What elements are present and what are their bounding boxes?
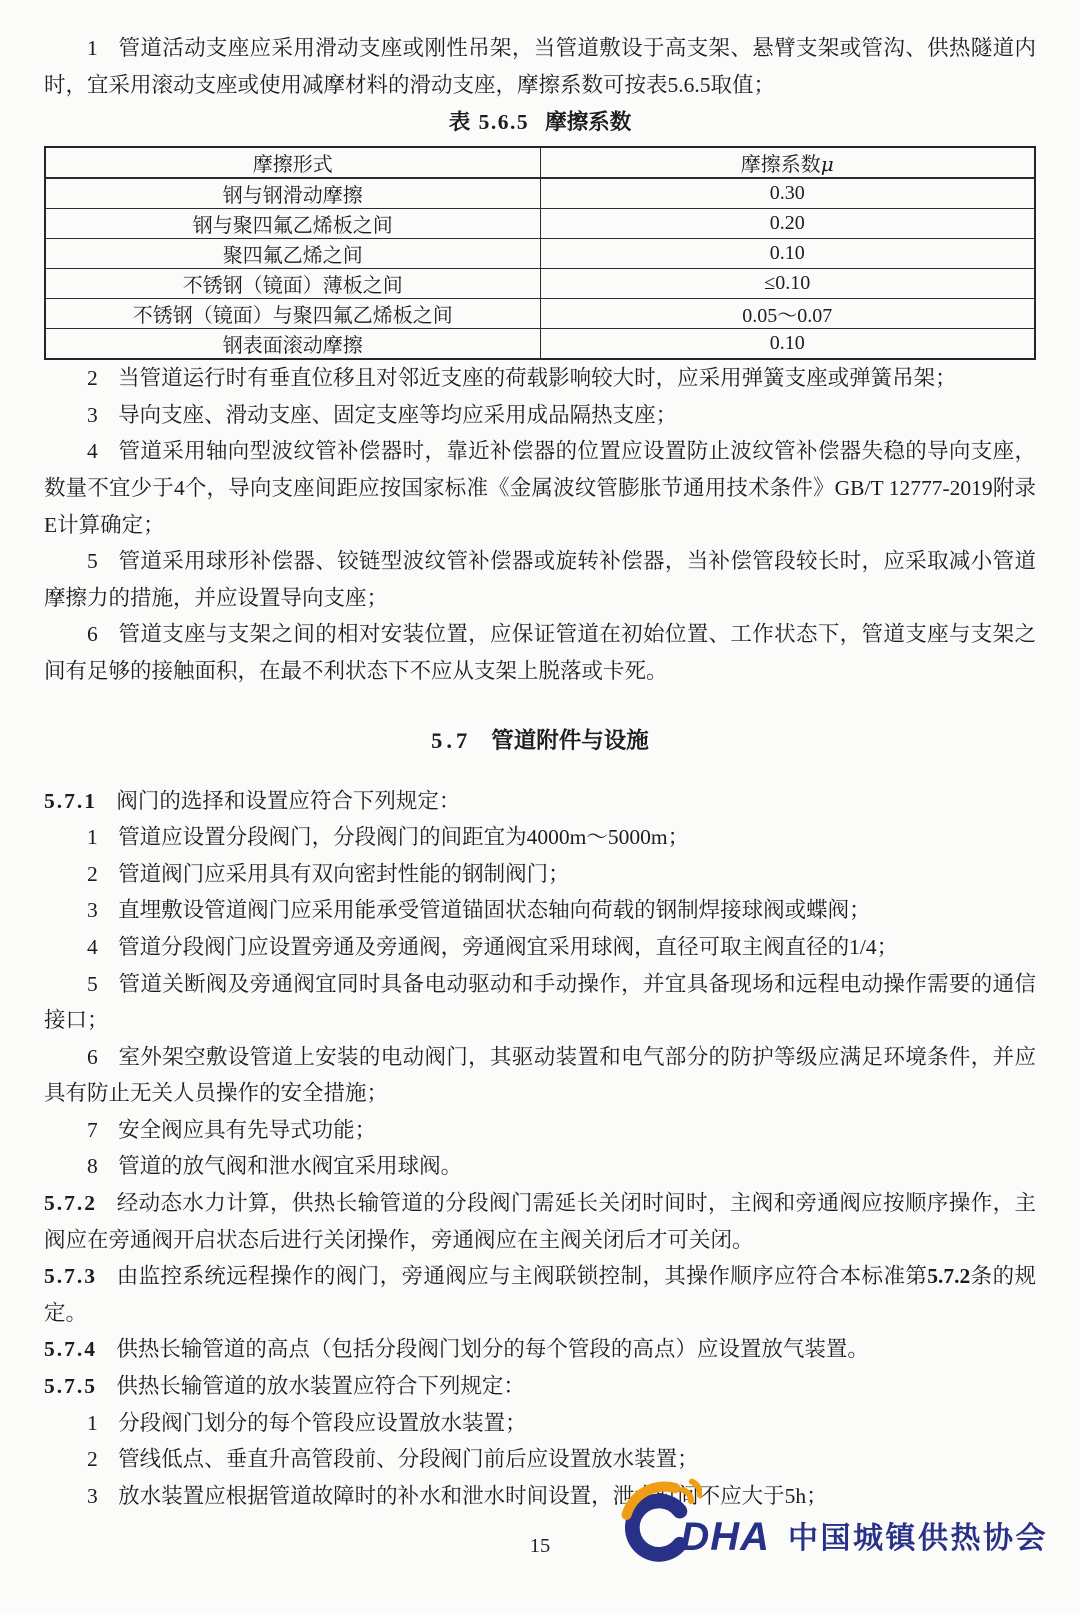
section-heading [44,724,1036,757]
cdha-logo [610,1478,1048,1570]
clause-paragraph [44,783,1036,820]
clause-number: 5.7.3 [44,1264,97,1289]
clause-text: 经动态水力计算，供热长输管道的分段阀门需延长关闭时间时，主阀和旁通阀应按顺序操作，主阀应在旁通阀开启状态后进行关闭操作，旁通阀应在主阀关闭后才可关闭。 [44,1191,1036,1252]
body-paragraph [44,397,1036,434]
item-number: 3 [87,402,98,427]
table-caption-title: 摩擦系数 [545,110,632,135]
item-number: 1 [87,825,98,850]
body-paragraph [44,1112,1036,1149]
item-text: 安全阀应具有先导式功能； [118,1117,377,1142]
cell-form: 聚四氟乙烯之间 [45,239,540,269]
item-text: 管道活动支座应采用滑动支座或刚性吊架，当管道敷设于高支架、悬臂支架或管沟、供热隧道内时，宜采用滚动支座或使用减摩材料的滑动支座，摩擦系数可按表5.6.5取值； [44,36,1036,97]
cell-value: 0.10 [540,239,1035,269]
cell-form: 不锈钢（镜面）薄板之间 [45,269,540,299]
clause-cross-reference: 5.7.2 [927,1264,971,1289]
item-text: 管道采用轴向型波纹管补偿器时，靠近补偿器的位置应设置防止波纹管补偿器失稳的导向支座，数量不宜少于4个，导向支座间距应按国家标准《金属波纹管膨胀节通用技术条件》GB/T 12777-2019附录E计算确定； [44,439,1036,537]
cell-form: 钢与钢滑动摩擦 [45,178,540,209]
table-row [45,299,1035,329]
clause-number: 5.7.5 [44,1374,97,1399]
item-text: 管线低点、垂直升高管段前、分段阀门前后应设置放水装置； [118,1447,699,1472]
table-row [45,178,1035,209]
header-friction-value: 摩擦系数μ [540,147,1035,178]
logo-acronym: DHA [680,1514,770,1559]
cell-value: ≤0.10 [540,269,1035,299]
cell-value: 0.20 [540,209,1035,239]
item-number: 6 [87,1044,98,1069]
logo-org-name: 中国城镇供热协会 [788,1522,1048,1555]
body-paragraph [44,616,1036,689]
item-number: 5 [87,549,98,574]
body-paragraph [44,1039,1036,1112]
item-number: 4 [87,439,98,464]
body-paragraph [44,543,1036,616]
cell-value: 0.30 [540,178,1035,209]
item-text: 放水装置应根据管道故障时的补水和泄水时间设置，泄水时间不应大于5h； [118,1483,828,1508]
clause-text: 条的规定。 [44,1264,1036,1325]
body-paragraph [44,966,1036,1039]
item-number: 7 [87,1117,98,1142]
clause-paragraph [44,1185,1036,1258]
body-paragraph [44,1148,1036,1185]
body-paragraph [44,856,1036,893]
item-number: 4 [87,934,98,959]
item-number: 3 [87,1483,98,1508]
table-row [45,329,1035,360]
table-caption-label: 表 5.6.5 [448,110,530,135]
item-text: 导向支座、滑动支座、固定支座等均应采用成品隔热支座； [118,402,678,427]
body-paragraph [44,360,1036,397]
table-row [45,209,1035,239]
item-text: 直埋敷设管道阀门应采用能承受管道锚固状态轴向荷载的钢制焊接球阀或蝶阀； [118,898,871,923]
item-number: 5 [87,971,98,996]
clause-number: 5.7.4 [44,1337,97,1362]
item-text: 管道采用球形补偿器、铰链型波纹管补偿器或旋转补偿器，当补偿管段较长时，应采取减小管道摩擦力的措施，并应设置导向支座； [44,549,1036,610]
cell-form: 钢与聚四氟乙烯板之间 [45,209,540,239]
page-number: 15 [529,1535,551,1557]
item-number: 6 [87,622,98,647]
body-paragraph [44,1405,1036,1442]
header-friction-form: 摩擦形式 [45,147,540,178]
clause-number: 5.7.2 [44,1191,97,1216]
body-paragraph [44,1441,1036,1478]
clause-text: 供热长输管道的放水装置应符合下列规定： [116,1374,525,1399]
section-number: 5.7 [431,727,472,753]
item-number: 2 [87,366,98,391]
cell-form: 钢表面滚动摩擦 [45,329,540,360]
item-number: 1 [87,1410,98,1435]
friction-table [44,146,1036,360]
mu-symbol: μ [820,152,834,177]
item-number: 8 [87,1154,98,1179]
clause-text: 由监控系统远程操作的阀门，旁通阀应与主阀联锁控制，其操作顺序应符合本标准第 [116,1264,928,1289]
clause-text: 阀门的选择和设置应符合下列规定： [116,788,461,813]
item-number: 3 [87,898,98,923]
item-number: 1 [87,36,98,60]
item-text: 当管道运行时有垂直位移且对邻近支座的荷载影响较大时，应采用弹簧支座或弹簧吊架； [118,366,957,391]
table-header-row [45,147,1035,178]
item-text: 管道关断阀及旁通阀宜同时具备电动驱动和手动操作，并宜具备现场和远程电动操作需要的通信接口； [44,971,1036,1033]
item-text: 管道支座与支架之间的相对安装位置，应保证管道在初始位置、工作状态下，管道支座与支架之间有足够的接触面积，在最不利状态下不应从支架上脱落或卡死。 [44,622,1036,683]
cell-form: 不锈钢（镜面）与聚四氟乙烯板之间 [45,299,540,329]
item-text: 管道的放气阀和泄水阀宜采用球阀。 [118,1154,463,1179]
body-paragraph [44,929,1036,966]
body-paragraph [44,892,1036,929]
item-text: 管道应设置分段阀门，分段阀门的间距宜为4000m～5000m； [118,825,690,850]
item-text: 管道分段阀门应设置旁通及旁通阀，旁通阀宜采用球阀，直径可取主阀直径的1/4； [118,934,899,959]
cell-value: 0.05～0.07 [540,299,1035,329]
item-number: 2 [87,861,98,886]
body-paragraph [44,819,1036,856]
item-text: 管道阀门应采用具有双向密封性能的钢制阀门； [118,861,570,886]
clause-paragraph [44,1368,1036,1405]
body-paragraph [44,30,1036,103]
item-number: 2 [87,1447,98,1472]
cell-value: 0.10 [540,329,1035,360]
item-text: 室外架空敷设管道上安装的电动阀门，其驱动装置和电气部分的防护等级应满足环境条件，并应具有防止无关人员操作的安全措施； [44,1044,1036,1106]
table-row [45,269,1035,299]
clause-number: 5.7.1 [44,788,97,813]
clause-text: 供热长输管道的高点（包括分段阀门划分的每个管段的高点）应设置放气装置。 [116,1337,869,1362]
item-text: 分段阀门划分的每个管段应设置放水装置； [118,1410,527,1435]
clause-paragraph [44,1258,1036,1331]
section-title: 管道附件与设施 [491,727,649,753]
table-caption [44,107,1036,137]
table-row [45,239,1035,269]
body-paragraph [44,433,1036,543]
clause-paragraph [44,1331,1036,1368]
